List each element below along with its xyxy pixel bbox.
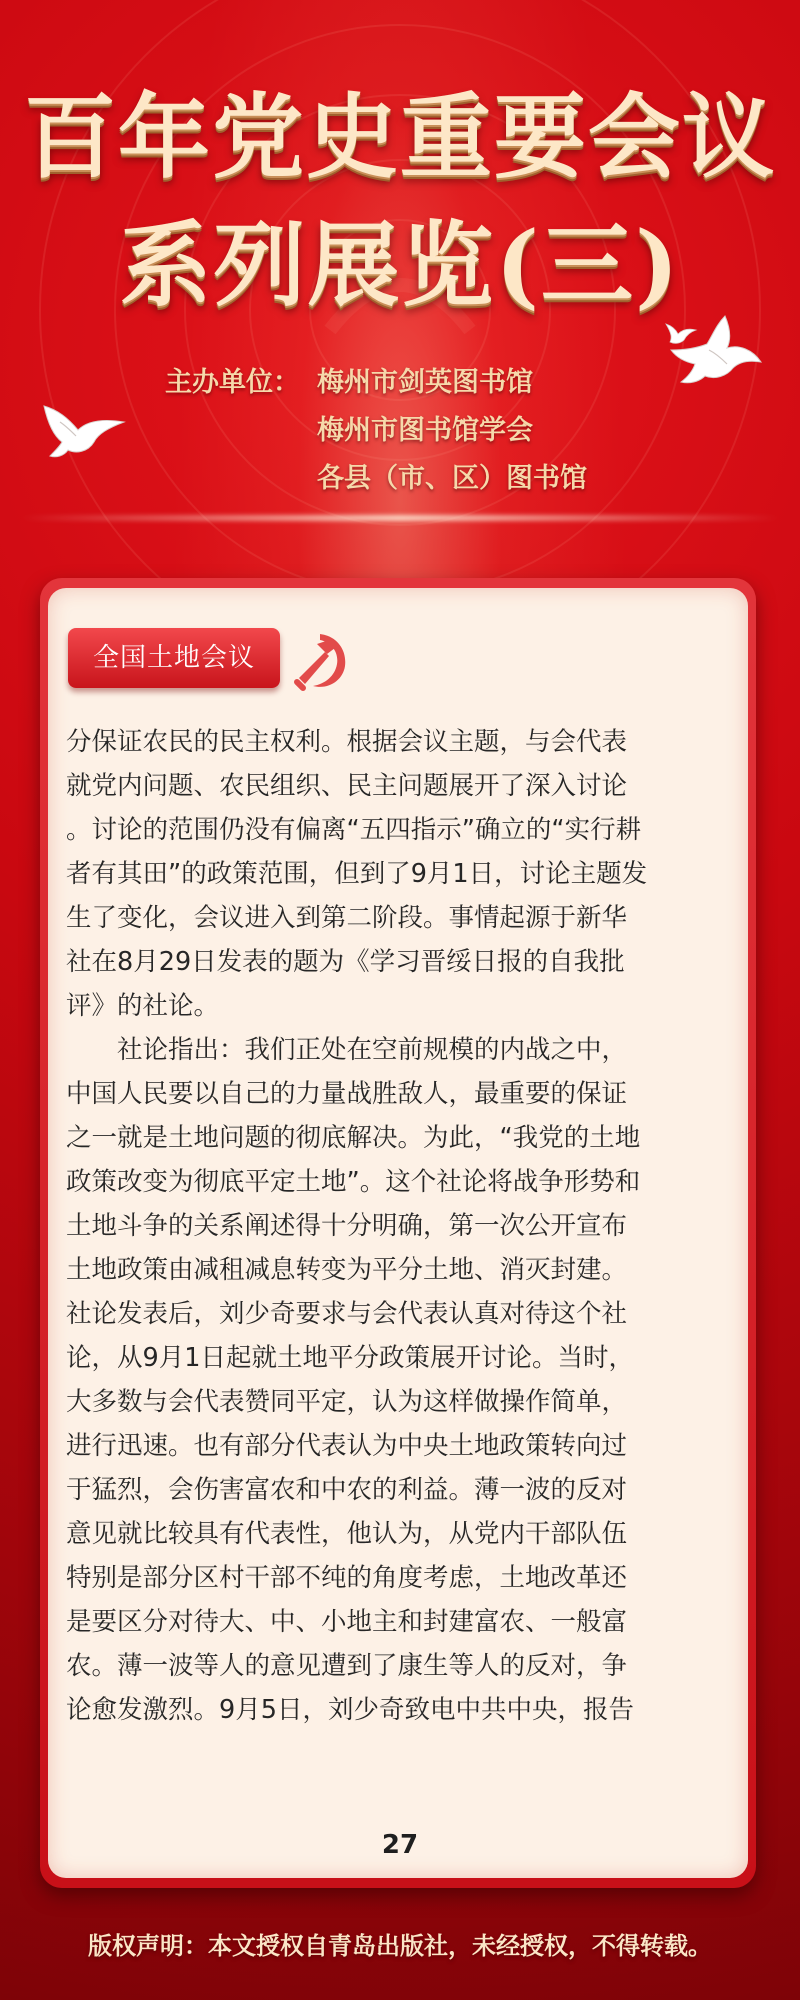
page-number: 27 [381,1830,419,1860]
article-line: 土地斗争的关系阐述得十分明确，第一次公开宣布 [66,1211,628,1241]
organizer-name: 各县（市、区）图书馆 [317,463,587,494]
article-line: 大多数与会代表赞同平定，认为这样做操作简单， [66,1387,628,1417]
article-line: 社论指出：我们正处在空前规模的内战之中， [66,1035,628,1065]
page-title-line-2: 系列展览(三) [119,211,681,319]
article-line: 政策改变为彻底平定土地”。这个社论将战争形势和 [66,1167,641,1197]
article-line: 是要区分对待大、中、小地主和封建富农、一般富 [66,1607,628,1637]
article-line: 社论发表后，刘少奇要求与会代表认真对待这个社 [66,1299,628,1329]
article-line: 特别是部分区村干部不纯的角度考虑，土地改革还 [66,1563,628,1593]
article-line: 论，从9月1日起就土地平分政策展开讨论。当时， [66,1343,634,1373]
article-line: 于猛烈，会伤害富农和中农的利益。薄一波的反对 [66,1475,628,1505]
article-line: 分保证农民的民主权利。根据会议主题，与会代表 [66,727,628,757]
article-line: 评》的社论。 [66,991,220,1021]
article-line: 农。薄一波等人的意见遭到了康生等人的反对，争 [66,1651,628,1681]
divider-glow [20,515,780,521]
section-tag: 全国土地会议 [68,628,280,688]
article-line: 中国人民要以自己的力量战胜敌人，最重要的保证 [66,1079,628,1109]
organizer-name: 梅州市图书馆学会 [317,415,533,446]
article-line: 论愈发激烈。9月5日，刘少奇致电中共中央，报告 [66,1695,634,1725]
article-line: 之一就是土地问题的彻底解决。为此，“我党的土地 [66,1123,641,1153]
dove-icon [38,392,130,462]
article-line: 就党内问题、农民组织、民主问题展开了深入讨论 [66,771,628,801]
article-body [66,720,732,1732]
article-line: 社在8月29日发表的题为《学习晋绥日报的自我批 [66,947,625,977]
copyright-notice: 版权声明：本文授权自青岛出版社，未经授权，不得转载。 [88,1931,712,1960]
article-line: 土地政策由减租减息转变为平分土地、消灭封建。 [66,1255,628,1285]
article-line: 。讨论的范围仍没有偏离“五四指示”确立的“实行耕 [66,815,642,845]
article-line: 进行迅速。也有部分代表认为中央土地政策转向过 [66,1431,628,1461]
article-line: 生了变化，会议进入到第二阶段。事情起源于新华 [66,903,628,933]
article-line: 者有其田”的政策范围，但到了9月1日，讨论主题发 [66,859,648,889]
organizer-label: 主办单位： [165,367,300,398]
organizer-name: 梅州市剑英图书馆 [317,367,533,398]
page-title-line-1: 百年党史重要会议 [23,83,776,191]
hammer-sickle-icon [285,626,355,696]
article-line: 意见就比较具有代表性，他认为，从党内干部队伍 [66,1519,628,1549]
small-dove-icon [662,318,698,346]
